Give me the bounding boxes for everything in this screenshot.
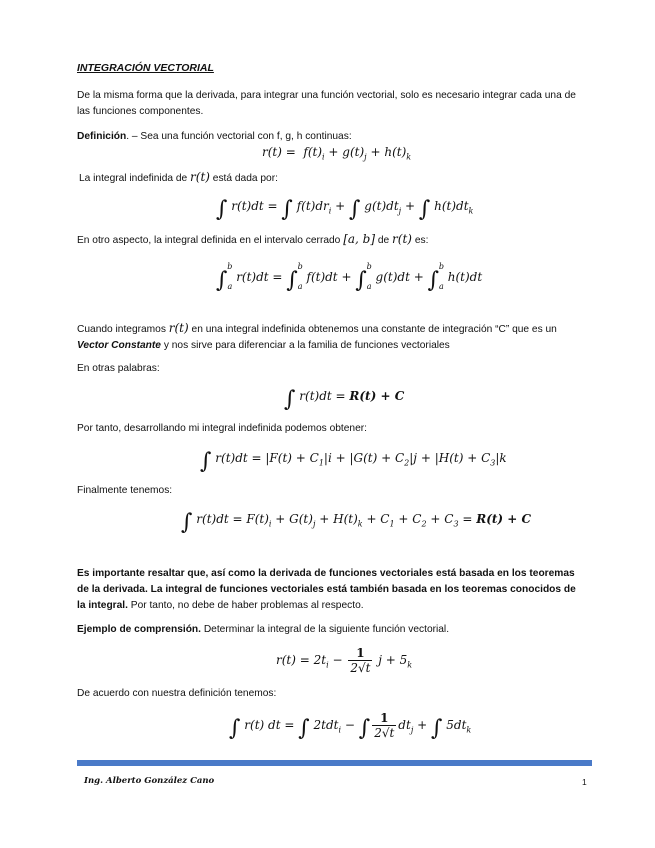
- indefinite-var: r(t): [190, 170, 210, 184]
- according-paragraph: De acuerdo con nuestra definición tenemos:: [77, 688, 277, 699]
- definite-paragraph: [77, 231, 587, 249]
- constant-bold: Vector Constante: [77, 340, 161, 351]
- definite-pre: En otro aspecto, la integral definida en el intervalo cerrado: [77, 235, 341, 246]
- example-label: Ejemplo de comprensión.: [77, 624, 201, 635]
- equation-example-integral: ∫ r(t) dt = ∫ 2tdt$_i$ − ∫ $\frac{1}{2√t}$ $dt_j$ + ∫ $5dt_k$: [229, 711, 472, 741]
- equation-example-function: $r(t) = 2t_i$ − $\frac{1}{2√t}$ $j + 5_k$: [276, 646, 413, 675]
- constant-paragraph: [77, 320, 587, 354]
- definite-mid: de: [377, 235, 390, 246]
- equation-developed-integral: ∫ $r(t)dt = |F(t) + C_1|i + |G(t) + C_2|j + |H(t) + C_3|k$: [200, 449, 507, 474]
- important-paragraph: [77, 566, 587, 614]
- example-text: Determinar la integral de la siguiente función vectorial.: [203, 624, 450, 635]
- equation-final: ∫ $r(t)dt = F(t)_i + G(t)_j + H(t)_k + C_1 + C_2 + C_3 = R(t) + C$: [181, 510, 532, 535]
- footer-bar: [77, 760, 592, 766]
- definite-post: es:: [414, 235, 429, 246]
- page-title: INTEGRACIÓN VECTORIAL: [77, 62, 214, 74]
- page-number: 1: [582, 777, 587, 787]
- example-paragraph: [77, 622, 587, 638]
- finally-paragraph: Finalmente tenemos:: [77, 485, 173, 496]
- constant-post: en una integral indefinida obtenemos una constante de integración “C” que es un: [191, 324, 557, 335]
- important-normal: Por tanto, no debe de haber problemas al respecto.: [130, 600, 364, 611]
- constant-post2: y nos sirve para diferenciar a la familia de funciones vectoriales: [163, 340, 450, 351]
- important-bold: Es importante resaltar que, así como la derivada de funciones vectoriales está basada en los teoremas de la derivada. La integral de funciones vectoriales está también basada en los teoremas conocidos de la integral.: [77, 568, 576, 611]
- equation-definite-integral: $\int_a^b$ $r(t)dt = \int_a^b$ $f(t)dt + \int_a^b$ $g(t)dt + \int_a^b$ h(t)dt: [216, 262, 483, 293]
- equation-vector-constant: ∫ r(t)dt = R(t) + C: [284, 387, 405, 412]
- other-words-paragraph: En otras palabras:: [77, 363, 160, 374]
- indefinite-post: está dada por:: [212, 173, 278, 184]
- definition-label: Definición: [77, 131, 127, 142]
- indefinite-paragraph: [79, 169, 589, 187]
- equation-indefinite-integral: ∫ r(t)dt = ∫ $f(t)dr_i$ + ∫ $g(t)dt_j$ + ∫ $h(t)dt_k$: [216, 197, 474, 222]
- equation-r-of-t: $r(t) = f(t)_i + g(t)_j + h(t)_k$: [262, 145, 412, 162]
- definite-interval: [a, b]: [343, 232, 376, 246]
- therefore-paragraph: Por tanto, desarrollando mi integral indefinida podemos obtener:: [77, 423, 367, 434]
- intro-paragraph: De la misma forma que la derivada, para integrar una función vectorial, solo es necesario integrar cada una de las funciones componentes.: [77, 90, 576, 117]
- constant-var: r(t): [168, 321, 189, 335]
- indefinite-pre: La integral indefinida de: [79, 173, 188, 184]
- definition-text: . – Sea una función vectorial con f, g, h continuas:: [126, 131, 352, 142]
- definition-paragraph: [77, 129, 587, 145]
- footer-author: Ing. Alberto González Cano: [84, 776, 215, 786]
- definite-var: r(t): [392, 232, 412, 246]
- constant-pre: Cuando integramos: [77, 324, 166, 335]
